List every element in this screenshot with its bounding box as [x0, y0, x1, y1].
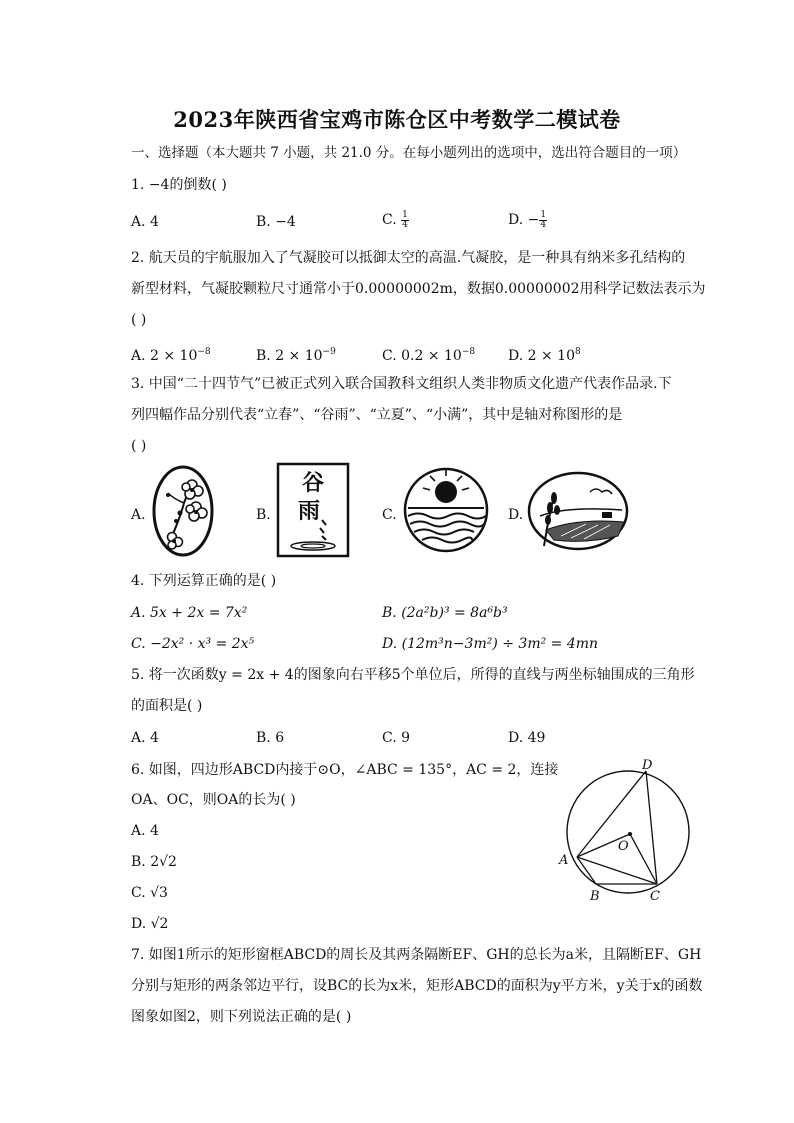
- point-a-label: A: [559, 853, 569, 868]
- q3-line2: 列四幅作品分别代表“立春”、“谷雨”、“立夏”、“小满”，其中是轴对称图形的是: [131, 407, 623, 423]
- q6-option-a[interactable]: A. 4: [131, 823, 159, 839]
- q6-line1: 6. 如图，四边形ABCD内接于⊙O，∠ABC = 135°，AC = 2，连接: [131, 762, 559, 778]
- q6-line2: OA、OC，则OA的长为( ): [131, 792, 296, 808]
- q2-d-exp: 8: [574, 347, 581, 357]
- q4-option-b[interactable]: B. (2a²b)³ = 8a⁶b³: [382, 605, 508, 621]
- point-d-label: D: [642, 758, 653, 773]
- q2-b-exp: −9: [322, 347, 336, 357]
- q4-stem: 4. 下列运算正确的是( ): [131, 573, 277, 589]
- q6-option-d[interactable]: D. √2: [131, 916, 169, 932]
- blossom-oval-image: [150, 463, 216, 559]
- q5-option-c[interactable]: C. 9: [382, 730, 411, 746]
- q3-option-c[interactable]: C.: [382, 507, 397, 523]
- q2-b-base: B. 2 × 10: [256, 348, 323, 364]
- q2-c-base: C. 0.2 × 10: [382, 348, 462, 364]
- q1-d-denominator: 4: [540, 219, 547, 230]
- grain-character: 谷: [301, 470, 325, 496]
- q2-option-b[interactable]: [256, 342, 336, 366]
- q5-line1: 5. 将一次函数y = 2x + 4的图象向右平移5个单位后，所得的直线与两坐标轴围成的三角形: [131, 667, 695, 683]
- q4-option-d[interactable]: D. (12m³n−3m²) ÷ 3m² = 4mn: [382, 636, 599, 652]
- point-b-label: B: [590, 889, 600, 904]
- q7-line2: 分别与矩形的两条邻边平行，设BC的长为x米，矩形ABCD的面积为y平方米，y关于x的函数: [131, 978, 703, 994]
- wheat-field-image: [526, 470, 630, 552]
- q1-c-numerator: 1: [402, 209, 408, 220]
- q3-option-d[interactable]: D.: [508, 507, 524, 523]
- q5-option-d[interactable]: D. 49: [508, 730, 546, 746]
- q7-line3: 图象如图2，则下列说法正确的是( ): [131, 1009, 352, 1025]
- rain-character: 雨: [297, 498, 321, 524]
- q2-line3: ( ): [131, 312, 147, 328]
- q3-line1: 3. 中国“二十四节气”已被正式列入联合国教科文组织人类非物质文化遗产代表作品录.下: [131, 376, 672, 392]
- point-o-label: O: [618, 839, 629, 854]
- q2-option-a[interactable]: [131, 342, 211, 366]
- q4-option-a[interactable]: A. 5x + 2x = 7x²: [131, 605, 248, 621]
- q6-option-c[interactable]: C. √3: [131, 885, 168, 901]
- page-title: 2023年陕西省宝鸡市陈仓区中考数学二模试卷: [173, 107, 621, 132]
- q3-option-a[interactable]: A.: [131, 507, 146, 523]
- q1-option-b[interactable]: B. −4: [256, 214, 296, 230]
- circle-quadrilateral-figure: [556, 756, 702, 908]
- section-heading: 一、选择题（本大题共 7 小题，共 21.0 分。在每小题列出的选项中，选出符合题目的一项）: [131, 145, 687, 161]
- q1-d-numerator: 1: [540, 209, 547, 220]
- q1-option-d[interactable]: [508, 210, 547, 230]
- q7-line1: 7. 如图1所示的矩形窗框ABCD的周长及其两条隔断EF、GH的总长为a米，且隔断EF、GH: [131, 947, 702, 963]
- point-c-label: C: [650, 889, 660, 904]
- q4-option-c[interactable]: C. −2x² · x³ = 2x⁵: [131, 636, 255, 652]
- q1-c-denominator: 4: [402, 219, 408, 230]
- q6-option-b[interactable]: B. 2√2: [131, 854, 177, 870]
- q2-d-base: D. 2 × 10: [508, 348, 575, 364]
- q2-a-exp: −8: [197, 347, 211, 357]
- q5-line2: 的面积是( ): [131, 698, 203, 714]
- q1-option-c-label: C.: [382, 212, 402, 228]
- q3-option-b[interactable]: B.: [256, 507, 271, 523]
- q5-option-a[interactable]: A. 4: [131, 730, 159, 746]
- q2-c-exp: −8: [461, 347, 476, 357]
- q1-option-d-label: D. −: [508, 212, 540, 228]
- sun-waves-image: [402, 466, 490, 554]
- q5-option-b[interactable]: B. 6: [256, 730, 285, 746]
- q1-stem: 1. −4的倒数( ): [131, 177, 227, 193]
- q1-option-a[interactable]: A. 4: [131, 214, 159, 230]
- q2-option-d[interactable]: [508, 342, 581, 366]
- q1-option-c[interactable]: [382, 210, 409, 230]
- q3-line3: ( ): [131, 438, 147, 454]
- q2-a-base: A. 2 × 10: [131, 348, 198, 364]
- q2-line1: 2. 航天员的宇航服加入了气凝胶可以抵御太空的高温.气凝胶，是一种具有纳米多孔结构的: [131, 250, 686, 266]
- grain-rain-image: [276, 462, 350, 558]
- q2-line2: 新型材料，气凝胶颗粒尺寸通常小于0.00000002m，数据0.00000002用科学记数法表示为: [131, 281, 706, 297]
- q2-option-c[interactable]: [382, 342, 475, 366]
